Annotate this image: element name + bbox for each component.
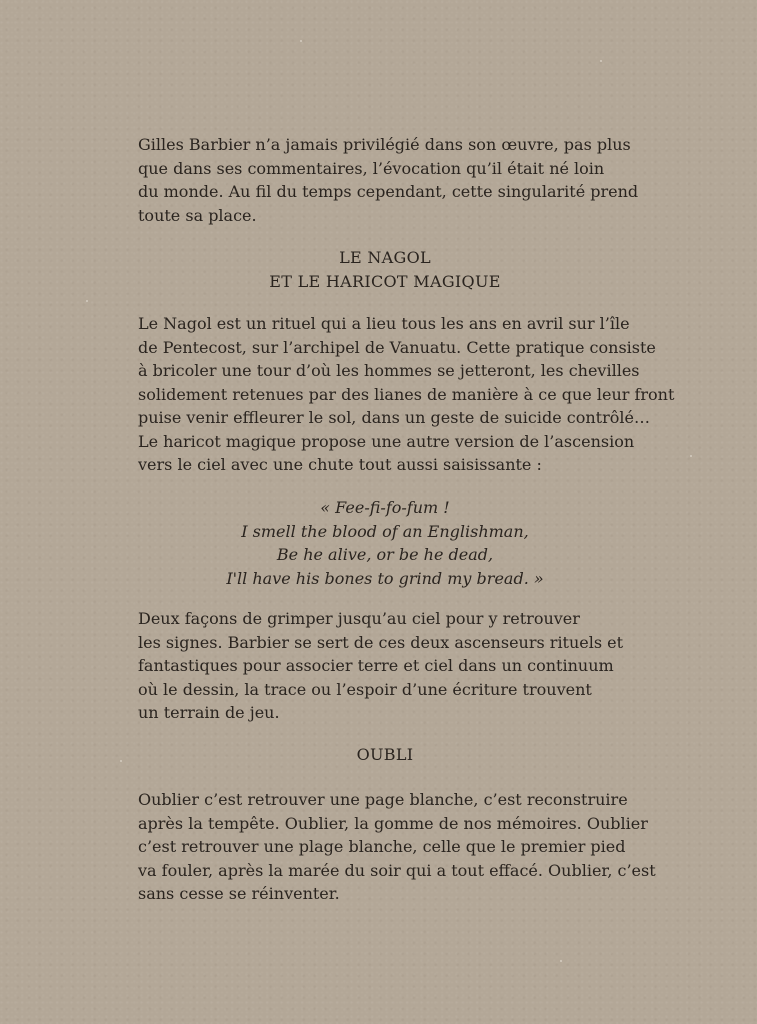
text-line: va fouler, après la marée du soir qui a tout effacé. Oublier, c’est bbox=[138, 860, 656, 880]
text-line: fantastiques pour associer terre et ciel dans un continuum bbox=[138, 656, 614, 675]
oubli-paragraph bbox=[138, 788, 656, 906]
text-line: un terrain de jeu. bbox=[138, 703, 280, 722]
heading-line: LE NAGOL bbox=[339, 248, 431, 267]
text-line: les signes. Barbier se sert de ces deux ascenseurs rituels et bbox=[138, 632, 624, 652]
section-heading-nagol bbox=[138, 246, 632, 293]
paper-speck bbox=[690, 455, 692, 457]
text-line: Gilles Barbier n’a jamais privilégié dans son œuvre, pas plus bbox=[138, 135, 631, 154]
text-line: du monde. Au fil du temps cependant, cette singularité prend bbox=[138, 182, 639, 201]
quote-line: Be he alive, or be he dead, bbox=[276, 545, 494, 564]
text-line: Le haricot magique propose une autre version de l’ascension bbox=[138, 431, 635, 451]
text-line: toute sa place. bbox=[138, 205, 257, 225]
text-line: vers le ciel avec une chute tout aussi saisissante : bbox=[138, 455, 542, 474]
quote-line: I'll have his bones to grind my bread. » bbox=[226, 568, 544, 588]
heading-line: ET LE HARICOT MAGIQUE bbox=[269, 271, 501, 291]
nagol-paragraph bbox=[138, 312, 675, 477]
paper-speck bbox=[120, 760, 122, 762]
text-line: sans cesse se réinventer. bbox=[138, 884, 340, 903]
text-line: puise venir effleurer le sol, dans un geste de suicide contrôlé… bbox=[138, 408, 650, 427]
paper-speck bbox=[600, 60, 602, 62]
quote-line: I smell the blood of an Englishman, bbox=[241, 521, 529, 541]
text-line: Deux façons de grimper jusqu’au ciel pour y retrouver bbox=[138, 609, 580, 628]
text-line: Le Nagol est un rituel qui a lieu tous les ans en avril sur l’île bbox=[138, 314, 630, 333]
paper-speck bbox=[560, 960, 562, 962]
text-line: c’est retrouver une plage blanche, celle que le premier pied bbox=[138, 837, 626, 856]
text-line: que dans ses commentaires, l’évocation qu’il était né loin bbox=[138, 158, 605, 178]
intro-paragraph bbox=[138, 133, 638, 227]
heading-line: OUBLI bbox=[356, 745, 414, 764]
section-heading-oubli bbox=[138, 743, 632, 767]
text-line: de Pentecost, sur l’archipel de Vanuatu. Cette pratique consiste bbox=[138, 337, 656, 357]
text-line: où le dessin, la trace ou l’espoir d’une écriture trouvent bbox=[138, 679, 592, 699]
text-line: solidement retenues par des lianes de manière à ce que leur front bbox=[138, 384, 675, 404]
ascension-paragraph bbox=[138, 607, 638, 725]
paper-speck bbox=[86, 300, 88, 302]
quote-line: « Fee-fi-fo-fum ! bbox=[320, 498, 450, 517]
text-line: après la tempête. Oublier, la gomme de nos mémoires. Oublier bbox=[138, 813, 648, 833]
paper-speck bbox=[300, 40, 302, 42]
english-rhyme-quote bbox=[138, 496, 632, 590]
text-line: Oublier c’est retrouver une page blanche, c’est reconstruire bbox=[138, 790, 628, 809]
text-line: à bricoler une tour d’où les hommes se jetteront, les chevilles bbox=[138, 361, 640, 380]
